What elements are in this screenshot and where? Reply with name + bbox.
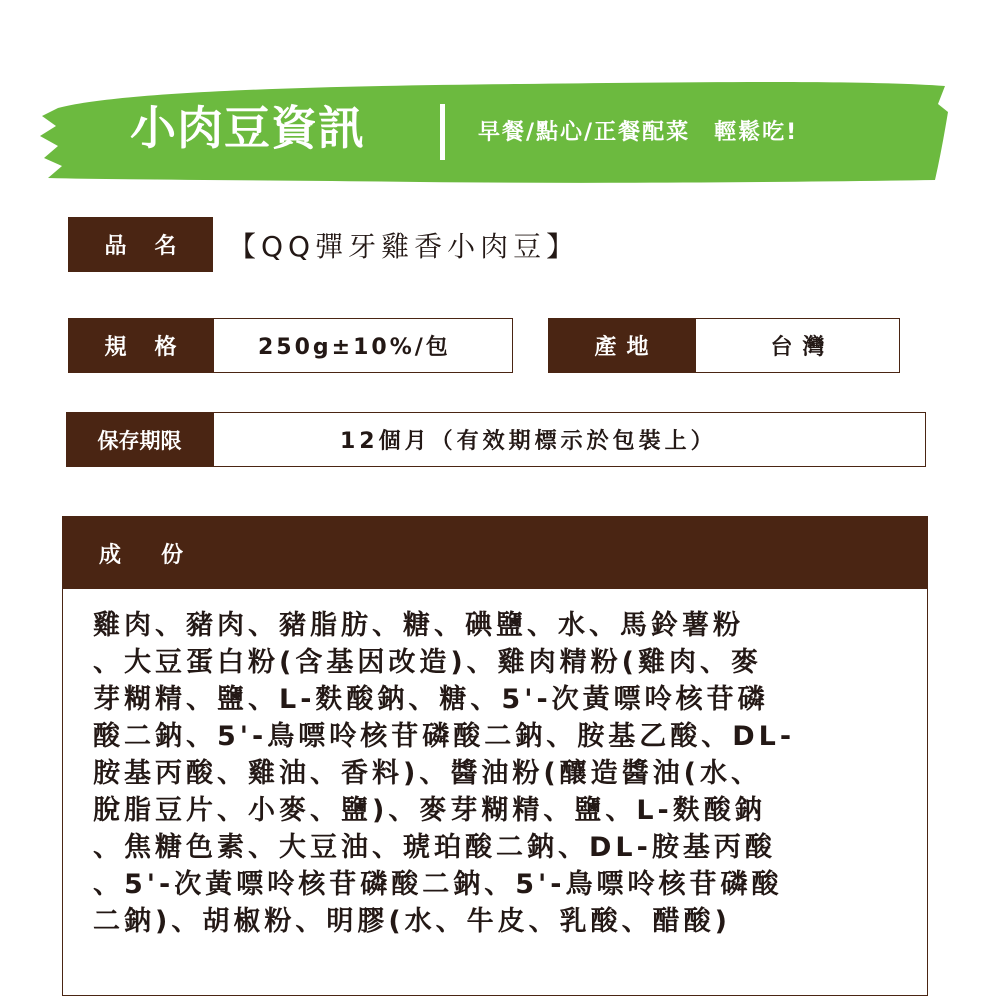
ingredients-line: 脫脂豆片、小麥、鹽)、麥芽糊精、鹽、L-麩酸鈉: [93, 795, 766, 826]
banner-tagline: 早餐/點心/正餐配菜 輕鬆吃!: [478, 120, 799, 145]
banner-divider: [440, 104, 445, 160]
ingredients-header: 成份: [63, 517, 927, 589]
ingredients-line: 芽糊精、鹽、L-麩酸鈉、糖、5'-次黃嘌呤核苷磷: [93, 684, 769, 715]
ingredients-line: 胺基丙酸、雞油、香料)、醬油粉(釀造醬油(水、: [93, 758, 763, 789]
ingredients-text: [93, 607, 903, 940]
ingredients-line: 、焦糖色素、大豆油、琥珀酸二鈉、DL-胺基丙酸: [93, 832, 776, 863]
ingredients-line: 二鈉)、胡椒粉、明膠(水、牛皮、乳酸、醋酸): [93, 906, 732, 937]
ingredients-box: [62, 516, 928, 996]
ingredients-line: 、5'-次黃嘌呤核苷磷酸二鈉、5'-鳥嘌呤核苷磷酸: [93, 869, 783, 900]
shelf-life-label: 保存期限: [66, 412, 213, 467]
origin-label: 產地: [548, 318, 695, 373]
spec-value: 250g±10%/包: [213, 318, 513, 373]
header-banner: [0, 70, 1000, 200]
ingredients-line: 雞肉、豬肉、豬脂肪、糖、碘鹽、水、馬鈴薯粉: [93, 610, 744, 641]
shelf-life-value: 12個月（有效期標示於包裝上）: [213, 412, 926, 467]
ingredients-line: 酸二鈉、5'-鳥嘌呤核苷磷酸二鈉、胺基乙酸、DL-: [93, 721, 796, 752]
product-name-label: 品名: [68, 217, 213, 272]
product-name-value: 【QQ彈牙雞香小肉豆】: [228, 229, 580, 263]
ingredients-line: 、大豆蛋白粉(含基因改造)、雞肉精粉(雞肉、麥: [93, 647, 763, 678]
origin-value: 台灣: [695, 318, 900, 373]
banner-title: 小肉豆資訊: [130, 101, 365, 155]
spec-label: 規格: [68, 318, 213, 373]
